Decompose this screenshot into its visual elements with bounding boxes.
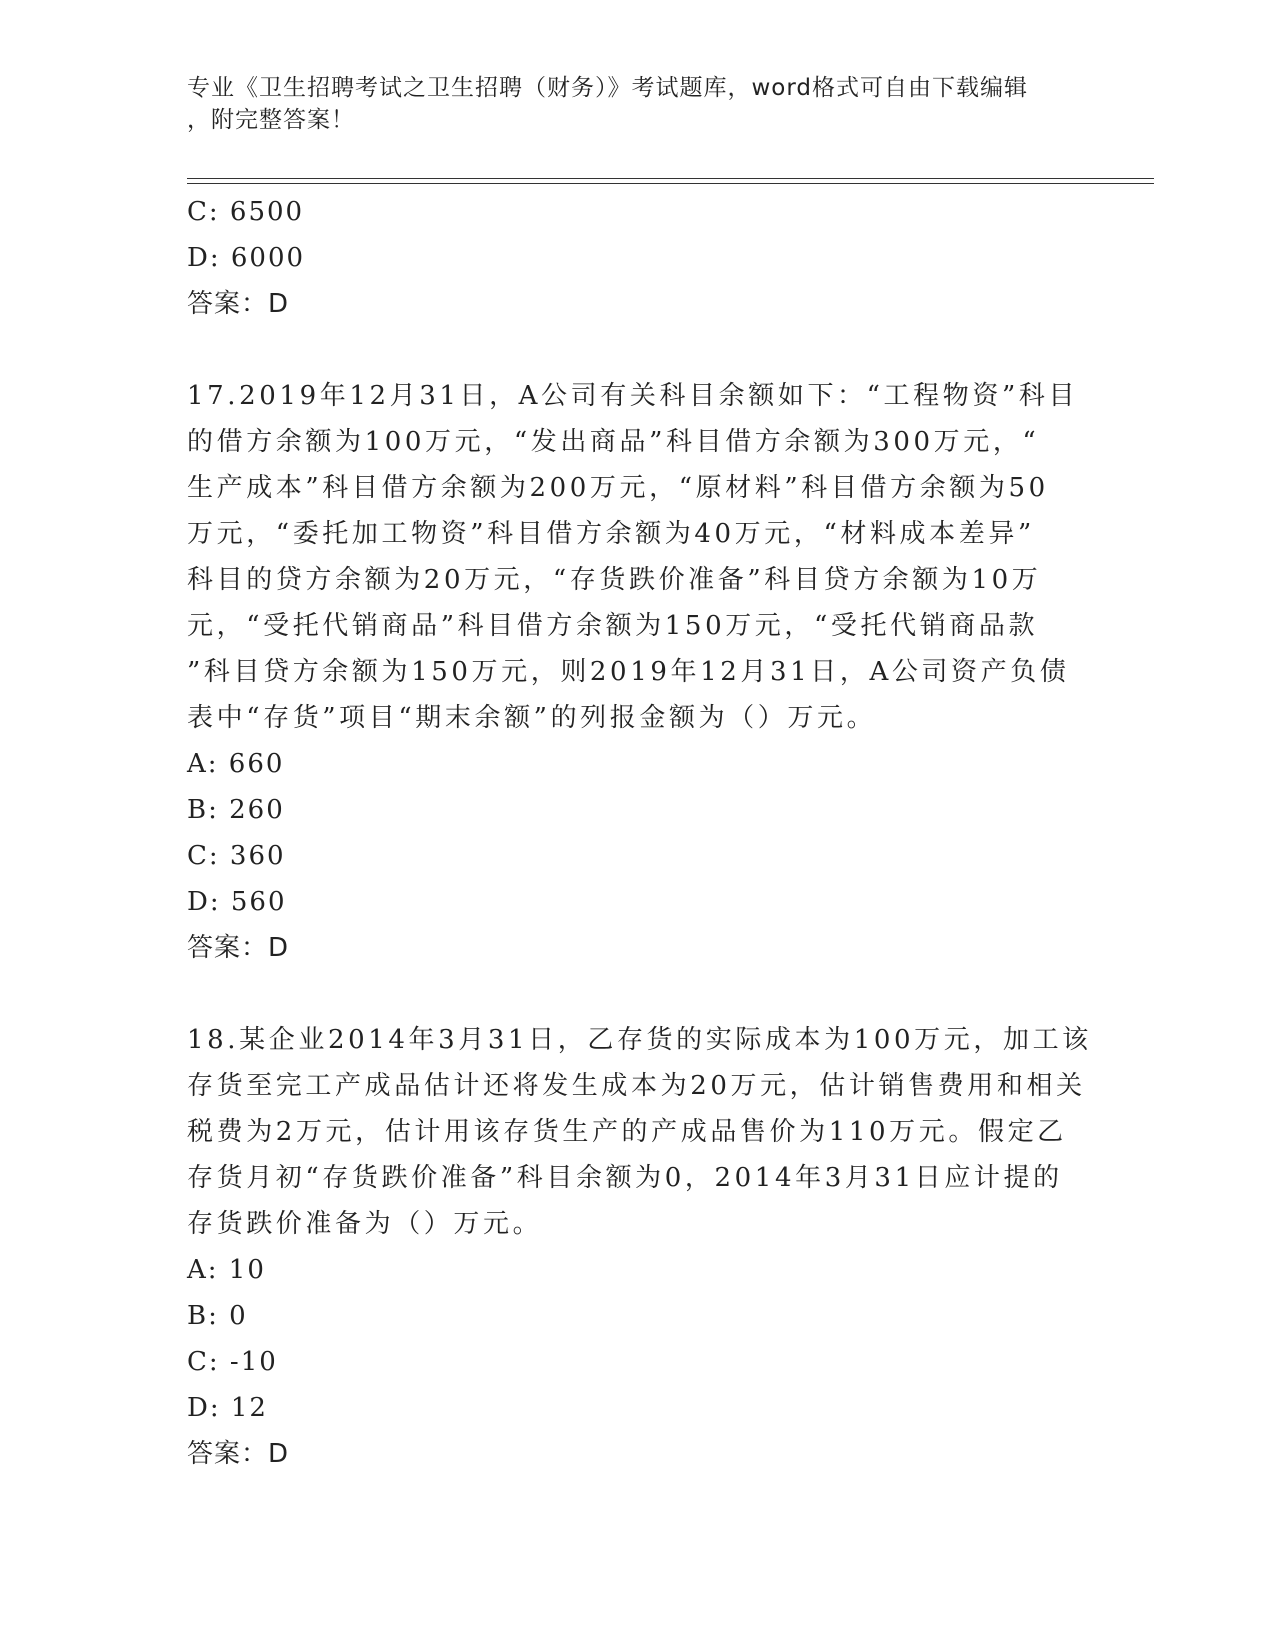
spacer bbox=[187, 971, 1087, 1017]
question-text-line: 存货至完工产成品估计还将发生成本为20万元，估计销售费用和相关 bbox=[187, 1071, 1086, 1101]
prev-answer: 答案：D bbox=[187, 289, 290, 319]
prev-option-d: D: 6000 bbox=[187, 243, 306, 273]
question-text-line: 的借方余额为100万元，“发出商品”科目借方余额为300万元，“ bbox=[187, 427, 1040, 457]
prev-option-c: C: 6500 bbox=[187, 197, 305, 227]
question-text-line: 18.某企业2014年3月31日，乙存货的实际成本为100万元，加工该 bbox=[187, 1025, 1092, 1055]
question-text-line: 科目的贷方余额为20万元，“存货跌价准备”科目贷方余额为10万 bbox=[187, 565, 1042, 595]
option-c: C: 360 bbox=[187, 841, 286, 871]
question-17 bbox=[187, 373, 1087, 971]
question-text-line: 存货跌价准备为（）万元。 bbox=[187, 1209, 543, 1239]
option-c: C: -10 bbox=[187, 1347, 278, 1377]
question-text-line: 生产成本”科目借方余额为200万元，“原材料”科目借方余额为50 bbox=[187, 473, 1049, 503]
question-18 bbox=[187, 1017, 1092, 1477]
header-line-1: 专业《卫生招聘考试之卫生招聘（财务）》考试题库，word格式可自由下载编辑 bbox=[187, 75, 1029, 101]
question-text-line: 17.2019年12月31日，A公司有关科目余额如下：“工程物资”科目 bbox=[187, 381, 1079, 411]
question-text-line: 表中“存货”项目“期末余额”的列报金额为（）万元。 bbox=[187, 703, 877, 733]
answer-18: 答案：D bbox=[187, 1439, 290, 1469]
answer-17: 答案：D bbox=[187, 933, 290, 963]
header-line-2: ，附完整答案！ bbox=[187, 107, 355, 133]
question-text-line: 存货月初“存货跌价准备”科目余额为0，2014年3月31日应计提的 bbox=[187, 1163, 1063, 1193]
option-b: B: 0 bbox=[187, 1301, 248, 1331]
header-divider-bottom bbox=[187, 183, 1154, 184]
question-content bbox=[187, 189, 1092, 1477]
question-text-line: ”科目贷方余额为150万元，则2019年12月31日，A公司资产负债 bbox=[187, 657, 1070, 687]
option-a: A: 660 bbox=[187, 749, 285, 779]
question-text-line: 元，“受托代销商品”科目借方余额为150万元，“受托代销商品款 bbox=[187, 611, 1039, 641]
question-text-line: 万元，“委托加工物资”科目借方余额为40万元，“材料成本差异” bbox=[187, 519, 1035, 549]
option-a: A: 10 bbox=[187, 1255, 266, 1285]
page-header bbox=[187, 72, 1067, 136]
option-b: B: 260 bbox=[187, 795, 285, 825]
spacer bbox=[187, 327, 1087, 373]
header-divider-top bbox=[187, 178, 1154, 179]
option-d: D: 12 bbox=[187, 1393, 268, 1423]
option-d: D: 560 bbox=[187, 887, 287, 917]
question-text-line: 税费为2万元，估计用该存货生产的产成品售价为110万元。假定乙 bbox=[187, 1117, 1067, 1147]
